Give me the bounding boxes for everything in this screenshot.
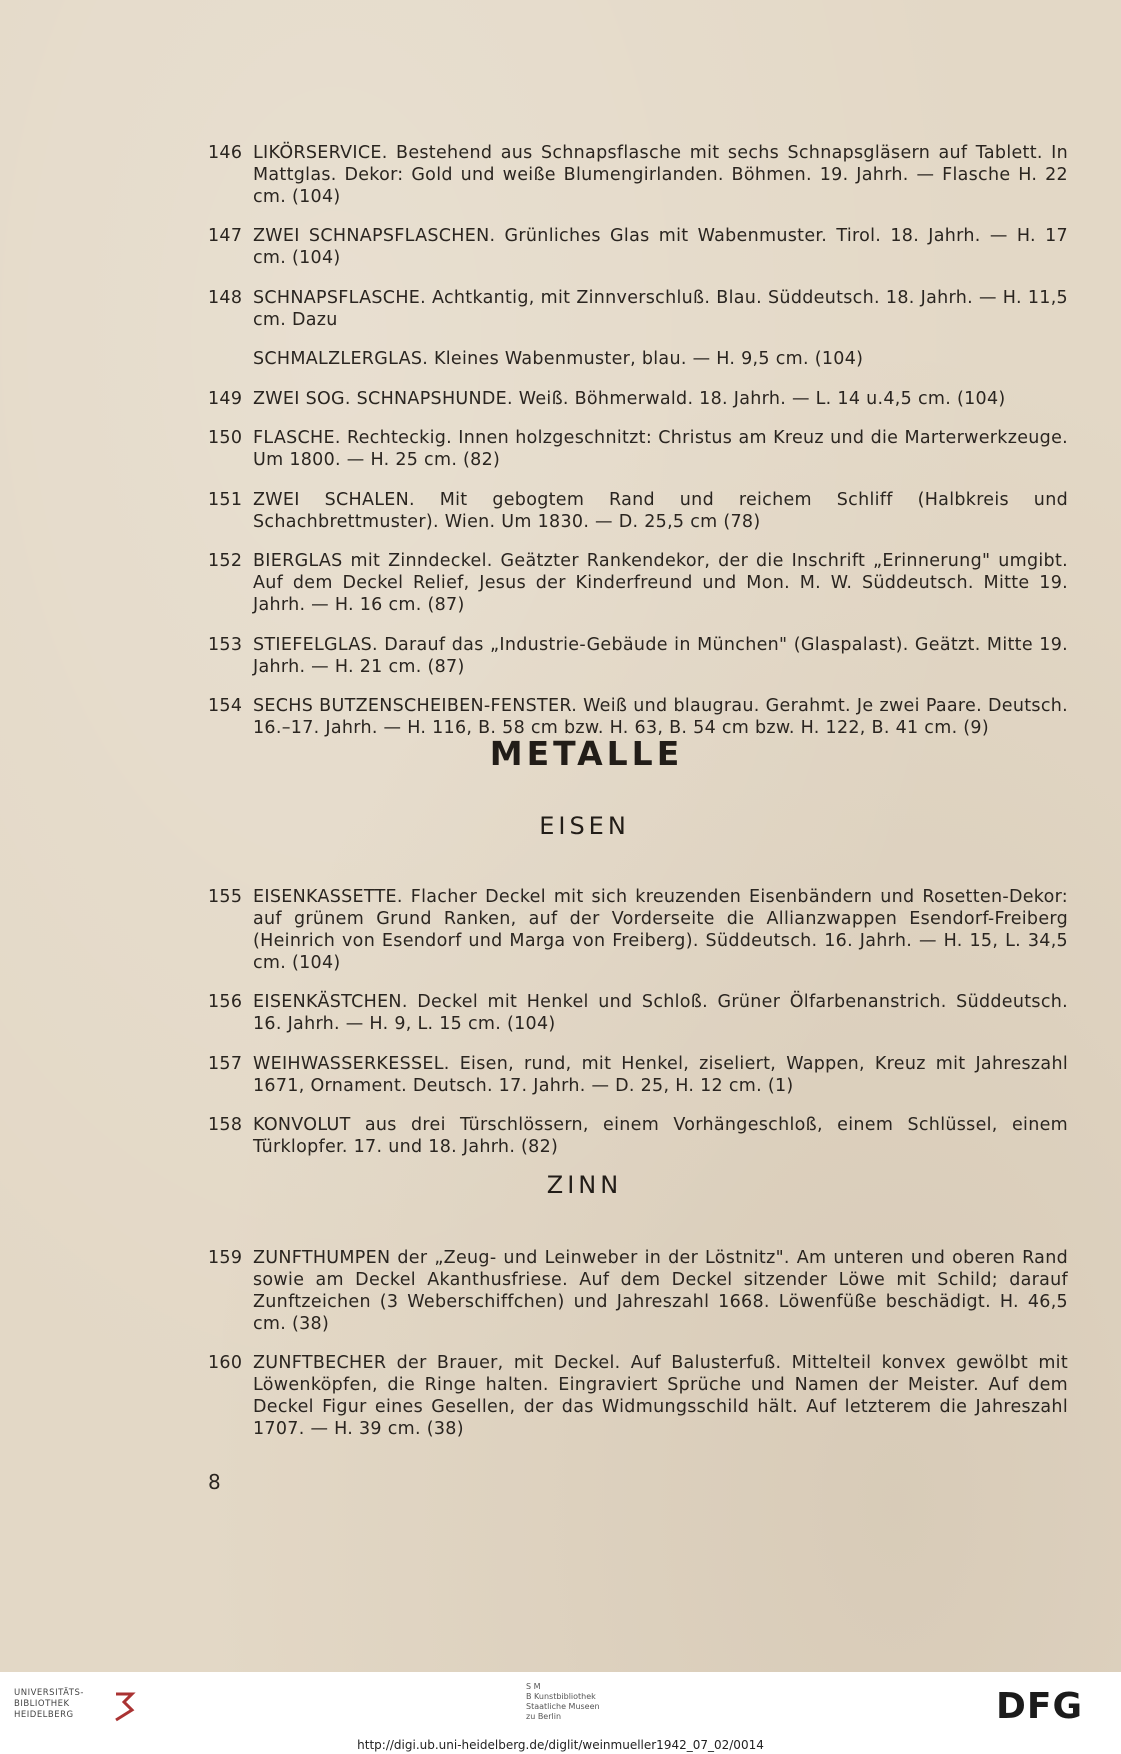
- catalog-entry: [208, 634, 1068, 678]
- catalog-entry: [208, 142, 1068, 208]
- entry-number: 158: [208, 1115, 243, 1135]
- catalog-entry: [208, 1352, 1068, 1440]
- entry-number: 153: [208, 634, 243, 655]
- entry-text: KONVOLUT aus drei Türschlössern, einem Vorhängeschloß, einem Schlüssel, einem Türklopfer. 17. und 18. Jahrh. (82): [253, 1115, 1068, 1157]
- entry-text: EISENKASSETTE. Flacher Deckel mit sich kreuzenden Eisenbändern und Rosetten-Dekor: auf grünem Grund Ranken, auf der Vorderseite die Allianzwappen Esendorf-Freiberg (Heinrich von Esendorf und Marga von Freiberg). Süddeutsch. 16. Jahrh. — H. 15, L. 34,5 cm. (104): [253, 886, 1068, 973]
- subsection-heading-eisen: EISEN: [539, 812, 630, 840]
- entries-glas: [208, 124, 1068, 757]
- entry-text: WEIHWASSERKESSEL. Eisen, rund, mit Henkel, ziseliert, Wappen, Kreuz mit Jahreszahl 1671, Ornament. Deutsch. 17. Jahrh. — D. 25, H. 12 cm. (1): [253, 1053, 1068, 1096]
- entry-text: BIERGLAS mit Zinndeckel. Geätzter Rankendekor, der die Inschrift „Erinnerung" umgibt. Auf dem Deckel Relief, Jesus der Kinderfreund und Mon. M. W. Süddeutsch. Mitte 19. Jahrh. — H. 16 cm. (87): [253, 551, 1068, 615]
- catalog-entry: [208, 550, 1068, 616]
- entry-number: 155: [208, 886, 243, 907]
- dfg-logo: DFG: [996, 1686, 1084, 1727]
- entry-text: STIEFELGLAS. Darauf das „Industrie-Gebäude in München" (Glaspalast). Geätzt. Mitte 19. Jahrh. — H. 21 cm. (87): [253, 634, 1068, 677]
- entry-text: SECHS BUTZENSCHEIBEN-FENSTER. Weiß und blaugrau. Gerahmt. Je zwei Paare. Deutsch. 16.–17. Jahrh. — H. 116, B. 58 cm bzw. H. 63, B. 54 cm bzw. H. 122, B. 41 cm. (9): [253, 696, 1068, 738]
- ub-heidelberg-logo: [14, 1688, 84, 1721]
- catalog-entry: [208, 1247, 1068, 1335]
- catalog-entry: [208, 427, 1068, 471]
- entry-number: 159: [208, 1247, 243, 1268]
- page-number: 8: [208, 1470, 221, 1494]
- entry-subitem: SCHMALZLERGLAS. Kleines Wabenmuster, blau. — H. 9,5 cm. (104): [253, 349, 864, 369]
- subsection-heading-zinn: ZINN: [546, 1171, 623, 1199]
- entries-eisen: [208, 868, 1068, 1176]
- entry-number: 149: [208, 388, 243, 409]
- catalog-entry: [208, 1114, 1068, 1158]
- catalog-entry: [208, 388, 1068, 410]
- ub-heidelberg-mark-icon: [112, 1690, 138, 1724]
- entry-number: 154: [208, 696, 243, 716]
- digitization-footer: [0, 1672, 1121, 1754]
- smb-logo-line: Staatliche Museen: [526, 1702, 600, 1711]
- section-heading-metalle: METALLE: [489, 734, 684, 773]
- entry-number: 157: [208, 1053, 243, 1074]
- entry-text: ZUNFTHUMPEN der „Zeug- und Leinweber in der Löstnitz". Am unteren und oberen Rand sowie am Deckel Akanthusfriese. Auf dem Deckel sitzender Löwe mit Schild; darauf Zunftzeichen (3 Weberschiffchen) und Jahreszahl 1668. Löwenfüße beschädigt. H. 46,5 cm. (38): [253, 1247, 1068, 1334]
- catalog-entry: [208, 1053, 1068, 1097]
- catalog-entry: [208, 225, 1068, 269]
- entry-number: 146: [208, 142, 243, 163]
- entry-text: ZWEI SCHNAPSFLASCHEN. Grünliches Glas mit Wabenmuster. Tirol. 18. Jahrh. — H. 17 cm. (104): [253, 226, 1068, 268]
- catalog-entry: [208, 991, 1068, 1035]
- entry-number: 160: [208, 1353, 243, 1373]
- entry-text: ZUNFTBECHER der Brauer, mit Deckel. Auf Balusterfuß. Mittelteil konvex gewölbt mit Löwenköpfen, die Ringe halten. Eingraviert Sprüche und Namen der Meister. Auf dem Deckel Figur eines Gesellen, der das Widmungsschild hält. Auf letzterem die Jahreszahl 1707. — H. 39 cm. (38): [253, 1353, 1068, 1439]
- entry-number: 152: [208, 551, 243, 571]
- entry-text: LIKÖRSERVICE. Bestehend aus Schnapsflasche mit sechs Schnapsgläsern auf Tablett. In Mattglas. Dekor: Gold und weiße Blumengirlanden. Böhmen. 19. Jahrh. — Flasche H. 22 cm. (104): [253, 142, 1068, 207]
- smb-kunstbibliothek-logo: [526, 1682, 600, 1722]
- entry-text: EISENKÄSTCHEN. Deckel mit Henkel und Schloß. Grüner Ölfarbenanstrich. Süddeutsch. 16. Jahrh. — H. 9, L. 15 cm. (104): [253, 992, 1068, 1034]
- entry-text: FLASCHE. Rechteckig. Innen holzgeschnitzt: Christus am Kreuz und die Marterwerkzeuge. Um 1800. — H. 25 cm. (82): [253, 428, 1068, 470]
- catalog-entry: [208, 695, 1068, 739]
- source-url-link[interactable]: http://digi.ub.uni-heidelberg.de/diglit/weinmueller1942_07_02/0014: [357, 1738, 764, 1752]
- entry-text: ZWEI SCHALEN. Mit gebogtem Rand und reichem Schliff (Halbkreis und Schachbrettmuster). Wien. Um 1830. — D. 25,5 cm (78): [253, 489, 1068, 532]
- smb-logo-line: S M: [526, 1682, 541, 1691]
- ub-logo-line: HEIDELBERG: [14, 1710, 74, 1720]
- entry-text: ZWEI SOG. SCHNAPSHUNDE. Weiß. Böhmerwald. 18. Jahrh. — L. 14 u.4,5 cm. (104): [253, 388, 1006, 409]
- entry-number: 150: [208, 428, 243, 448]
- catalog-entry: [208, 287, 1068, 371]
- entry-number: 147: [208, 226, 243, 246]
- entry-number: 156: [208, 992, 243, 1012]
- catalog-entry: [208, 489, 1068, 533]
- entries-zinn: [208, 1229, 1068, 1458]
- ub-logo-line: BIBLIOTHEK: [14, 1699, 70, 1709]
- ub-logo-line: UNIVERSITÄTS-: [14, 1688, 84, 1698]
- entry-number: 151: [208, 489, 243, 510]
- smb-logo-line: zu Berlin: [526, 1712, 562, 1721]
- entry-number: 148: [208, 287, 243, 308]
- smb-logo-line: B Kunstbibliothek: [526, 1692, 596, 1701]
- catalog-entry: [208, 886, 1068, 974]
- entry-text: SCHNAPSFLASCHE. Achtkantig, mit Zinnverschluß. Blau. Süddeutsch. 18. Jahrh. — H. 11,5 cm. Dazu: [253, 287, 1068, 330]
